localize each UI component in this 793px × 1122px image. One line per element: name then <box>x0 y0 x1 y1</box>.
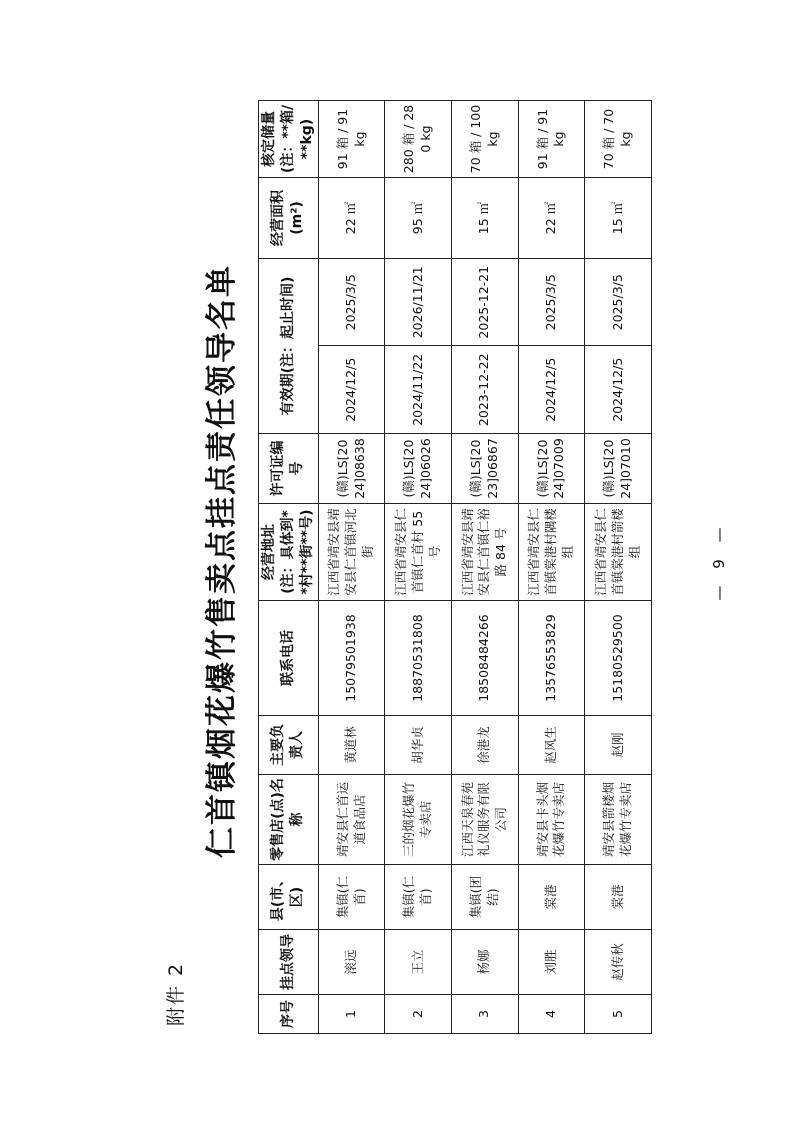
cell-valid-to: 2025/3/5 <box>518 259 585 347</box>
cell-manager: 胡华贞 <box>385 716 452 775</box>
header-leader: 挂点领导 <box>259 930 319 995</box>
cell-quantity: 70 箱 / 100 kg <box>451 101 518 178</box>
cell-county: 集镇(仁首) <box>385 865 452 930</box>
cell-license: (赣)LS[2024]06026 <box>385 434 452 504</box>
cell-county: 棠港 <box>518 865 585 930</box>
cell-shop: 江西天泉春苑礼仪服务有限公司 <box>451 775 518 865</box>
cell-address: 江西省靖安县靖安县仁首镇仁裕路 84 号 <box>451 504 518 601</box>
cell-index: 4 <box>518 995 585 1034</box>
cell-valid-to: 2025-12-21 <box>451 259 518 347</box>
header-address: 经营地址(注：具体到**村**街**号) <box>259 504 319 601</box>
table-header-row <box>259 101 319 1034</box>
cell-county: 棠港 <box>585 865 652 930</box>
cell-manager: 黄道林 <box>318 716 385 775</box>
cell-quantity: 70 箱 / 70 kg <box>585 101 652 178</box>
table-row <box>451 101 518 1034</box>
cell-valid-from: 2024/12/5 <box>585 346 652 434</box>
header-quantity: 核定储量(注：**箱/**kg) <box>259 101 319 178</box>
cell-phone: 15180529500 <box>585 601 652 716</box>
cell-leader: 杨娜 <box>451 930 518 995</box>
cell-quantity: 91 箱 / 91 kg <box>318 101 385 178</box>
cell-address: 江西省靖安县仁首镇棠港村箭楼组 <box>585 504 652 601</box>
cell-area: 22 ㎡ <box>518 178 585 259</box>
cell-shop: 靖安县箭楼烟花爆竹专卖店 <box>585 775 652 865</box>
cell-leader: 赵传秋 <box>585 930 652 995</box>
table-row <box>518 101 585 1034</box>
cell-area: 15 ㎡ <box>585 178 652 259</box>
cell-valid-to: 2025/3/5 <box>585 259 652 347</box>
cell-leader: 王立 <box>385 930 452 995</box>
attachment-label: 附件 2 <box>165 961 187 1026</box>
cell-valid-to: 2026/11/21 <box>385 259 452 347</box>
header-index: 序号 <box>259 995 319 1034</box>
header-validity: 有效期(注：起止时间) <box>259 259 319 434</box>
cell-phone: 13576553829 <box>518 601 585 716</box>
cell-manager: 徐港龙 <box>451 716 518 775</box>
cell-index: 2 <box>385 995 452 1034</box>
cell-quantity: 280 箱 / 280 kg <box>385 101 452 178</box>
cell-index: 5 <box>585 995 652 1034</box>
cell-area: 22 ㎡ <box>318 178 385 259</box>
header-manager: 主要负责人 <box>259 716 319 775</box>
cell-phone: 18870531808 <box>385 601 452 716</box>
header-area: 经营面积(m²) <box>259 178 319 259</box>
cell-area: 95 ㎡ <box>385 178 452 259</box>
header-license: 许可证编号 <box>259 434 319 504</box>
cell-address: 江西省靖安县靖安县仁首镇河北街 <box>318 504 385 601</box>
cell-address: 江西省靖安县仁首镇仁首村 55 号 <box>385 504 452 601</box>
cell-shop: 三的烟花爆竹专卖店 <box>385 775 452 865</box>
cell-phone: 18508484266 <box>451 601 518 716</box>
cell-license: (赣)LS[2024]07010 <box>585 434 652 504</box>
cell-valid-from: 2024/12/5 <box>518 346 585 434</box>
cell-shop: 靖安县仁首运道食品店 <box>318 775 385 865</box>
table-row <box>585 101 652 1034</box>
leader-table <box>258 100 652 1034</box>
cell-area: 15 ㎡ <box>451 178 518 259</box>
document-title: 仁首镇烟花爆竹售卖点挂点责任领导名单 <box>204 264 240 858</box>
cell-quantity: 91 箱 / 91 kg <box>518 101 585 178</box>
cell-license: (赣)LS[2024]07009 <box>518 434 585 504</box>
cell-shop: 靖安县卡头烟花爆竹专卖店 <box>518 775 585 865</box>
cell-license: (赣)LS[2023]06867 <box>451 434 518 504</box>
cell-index: 1 <box>318 995 385 1034</box>
cell-leader: 刘胜 <box>518 930 585 995</box>
cell-license: (赣)LS[2024]08638 <box>318 434 385 504</box>
cell-index: 3 <box>451 995 518 1034</box>
cell-county: 集镇(仁首) <box>318 865 385 930</box>
cell-valid-from: 2024/12/5 <box>318 346 385 434</box>
cell-manager: 赵风生 <box>518 716 585 775</box>
cell-valid-from: 2024/11/22 <box>385 346 452 434</box>
table-row <box>318 101 385 1034</box>
cell-county: 集镇(团结) <box>451 865 518 930</box>
cell-manager: 赵刚 <box>585 716 652 775</box>
header-phone: 联系电话 <box>259 601 319 716</box>
cell-leader: 滚远 <box>318 930 385 995</box>
cell-address: 江西省靖安县仁首镇棠港村隅楼组 <box>518 504 585 601</box>
header-shop: 零售店(点)名称 <box>259 775 319 865</box>
table-row <box>385 101 452 1034</box>
page-number: — 9 — <box>710 521 728 601</box>
header-county: 县(市、区) <box>259 865 319 930</box>
cell-valid-to: 2025/3/5 <box>318 259 385 347</box>
cell-phone: 15079501938 <box>318 601 385 716</box>
cell-valid-from: 2023-12-22 <box>451 346 518 434</box>
